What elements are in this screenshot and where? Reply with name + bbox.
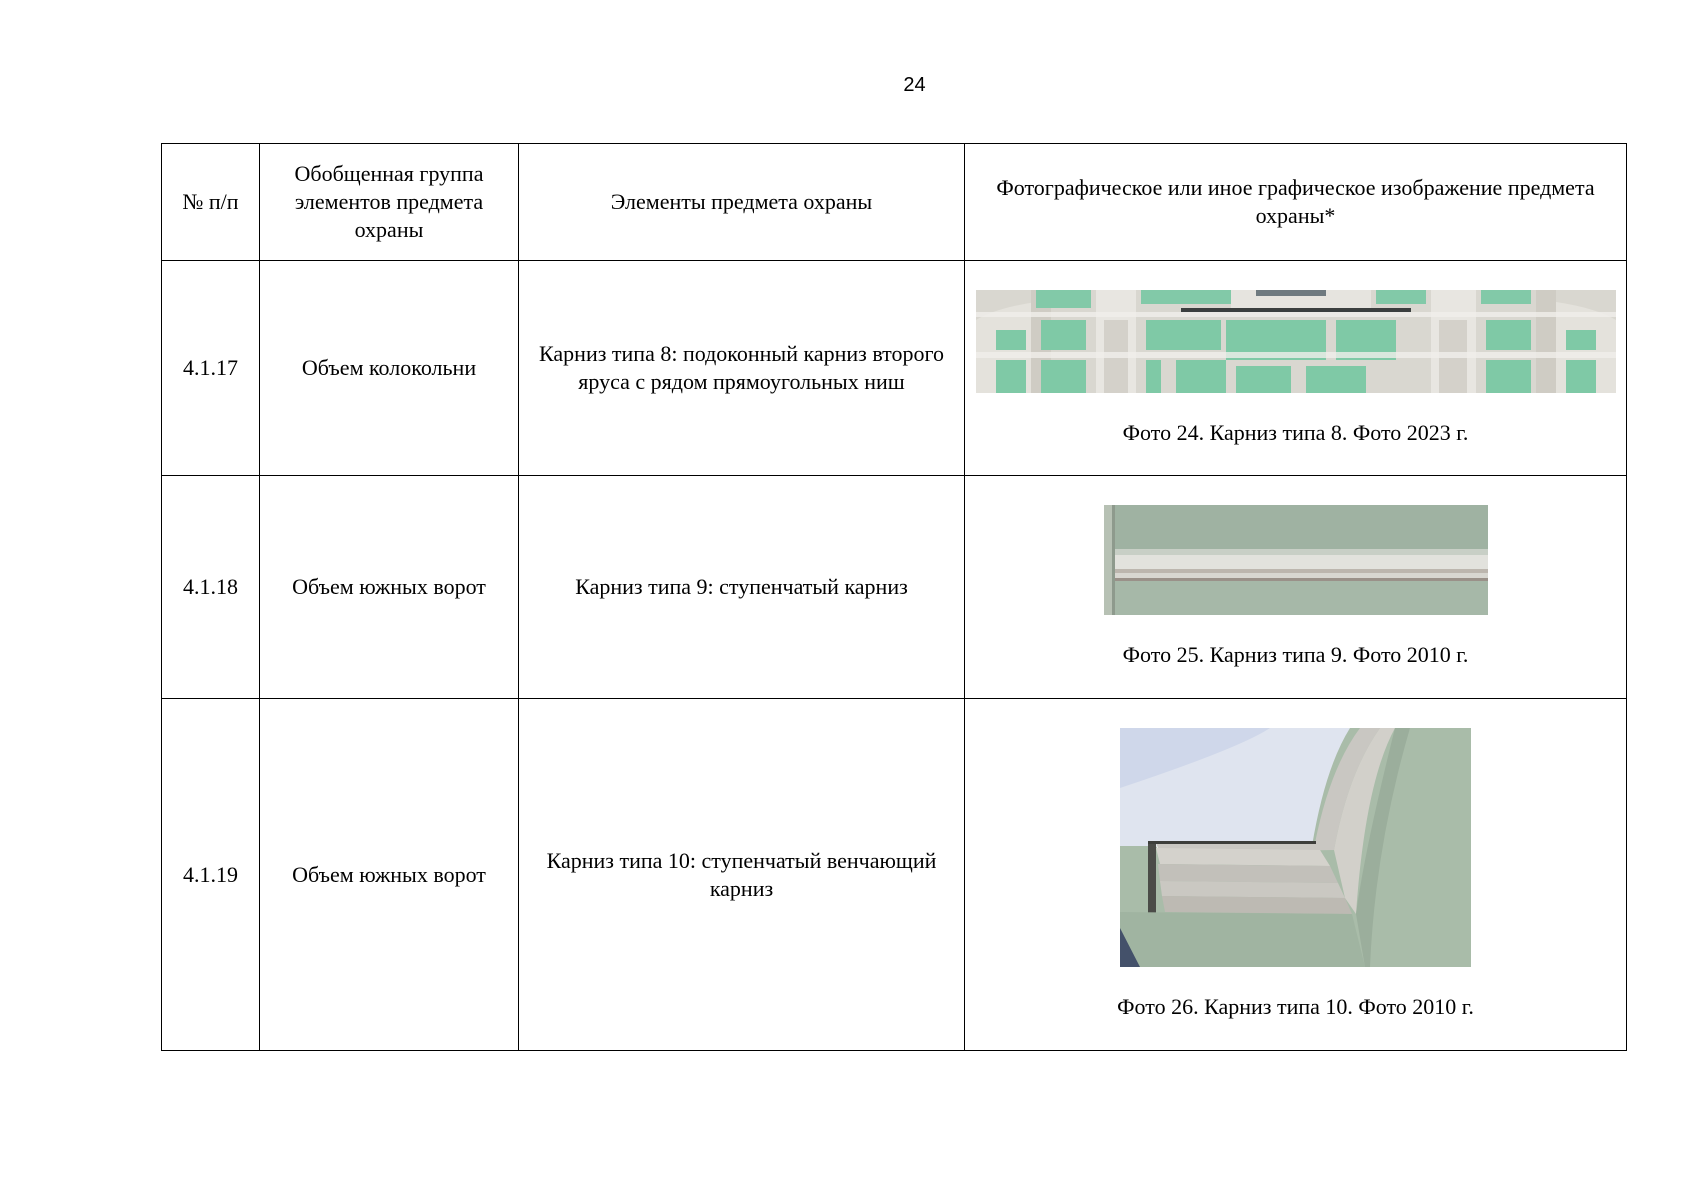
photo-caption: Фото 24. Карниз типа 8. Фото 2023 г.	[1122, 419, 1469, 445]
photo-stepped-cornice	[1104, 505, 1488, 615]
photo-crowning-cornice	[1120, 728, 1471, 967]
table-row	[162, 476, 1627, 699]
header-group: Обобщенная группа элементов предмета охраны	[260, 144, 519, 261]
page-number: 24	[903, 74, 926, 96]
row-element: Карниз типа 8: подоконный карниз второго яруса с рядом прямоугольных ниш	[519, 261, 965, 476]
photo-caption: Фото 26. Карниз типа 10. Фото 2010 г.	[1117, 994, 1474, 1019]
photo-caption: Фото 25. Карниз типа 9. Фото 2010 г.	[1122, 642, 1469, 667]
row-element: Карниз типа 9: ступенчатый карниз	[519, 476, 965, 699]
table-row	[162, 261, 1627, 476]
row-num: 4.1.17	[162, 261, 260, 476]
row-photo-cell	[965, 476, 1627, 699]
table-row	[162, 699, 1627, 1051]
row-num: 4.1.19	[162, 699, 260, 1051]
protection-items-table	[161, 143, 1627, 1051]
row-group: Объем южных ворот	[260, 699, 519, 1051]
row-element: Карниз типа 10: ступенчатый венчающий карниз	[519, 699, 965, 1051]
photo-bell-tower-cornice	[976, 290, 1616, 393]
row-photo-cell	[965, 261, 1627, 476]
header-num: № п/п	[162, 144, 260, 261]
header-image: Фотографическое или иное графическое изображение предмета охраны*	[965, 144, 1627, 261]
header-elements: Элементы предмета охраны	[519, 144, 965, 261]
row-photo-cell	[965, 699, 1627, 1051]
table-header-row	[162, 144, 1627, 261]
row-num: 4.1.18	[162, 476, 260, 699]
row-group: Объем колокольни	[260, 261, 519, 476]
row-group: Объем южных ворот	[260, 476, 519, 699]
